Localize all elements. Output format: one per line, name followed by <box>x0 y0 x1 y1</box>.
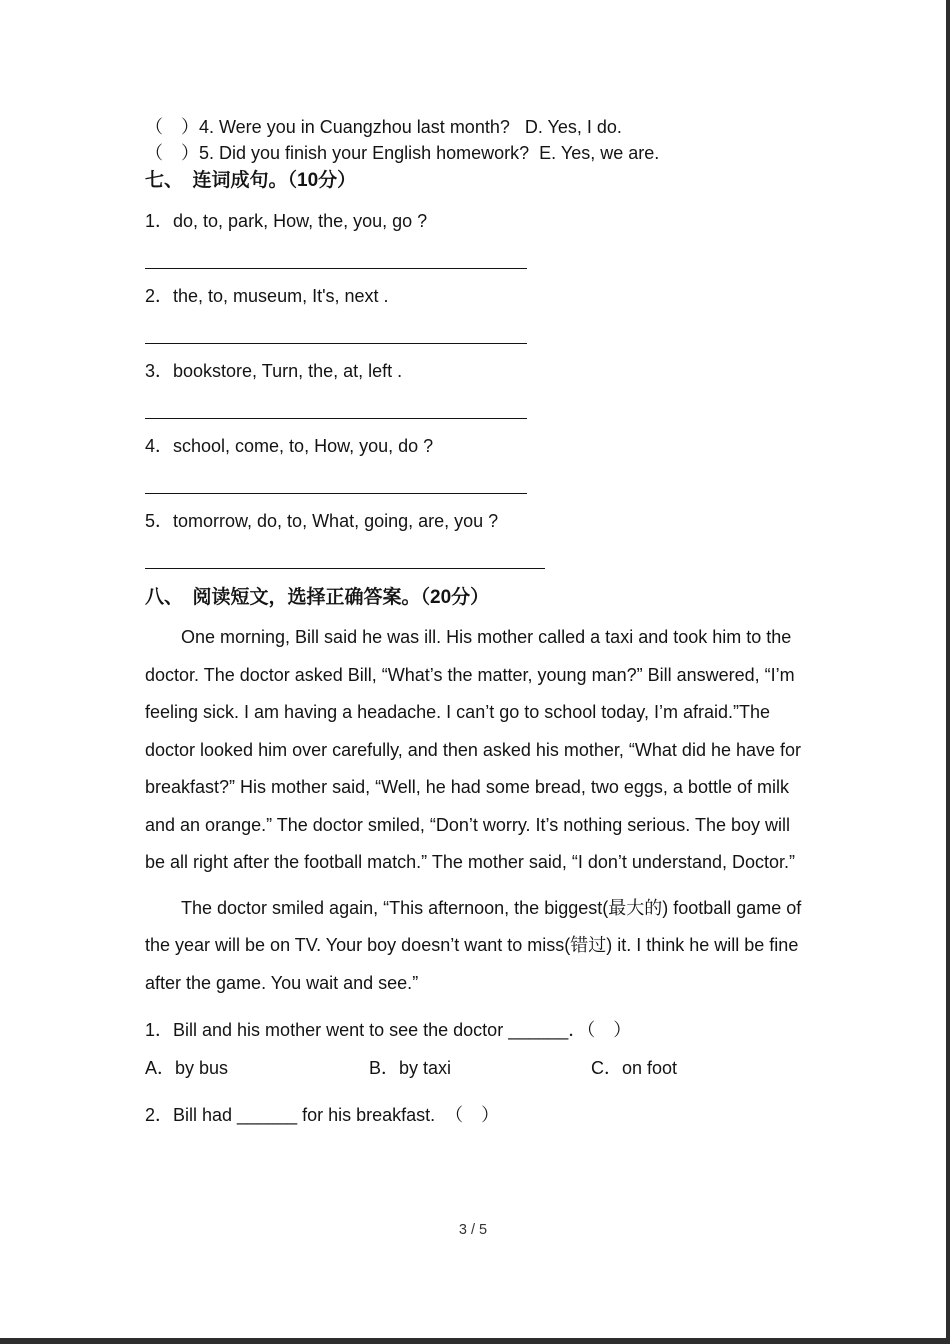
page-number: 3 / 5 <box>458 1222 488 1238</box>
rearrange-sentence-1: 1．do, to, park, How, the, you, go ? <box>145 211 428 231</box>
answer-blank-5 <box>145 568 545 569</box>
answer-blank-4 <box>145 493 527 494</box>
matching-line-4: （ ）4. Were you in Cuangzhou last month? D. Yes, I do. <box>145 117 622 137</box>
reading-question-2: 2．Bill had ______ for his breakfast. （ ） <box>145 1105 500 1125</box>
question-1-options <box>145 1050 805 1088</box>
reading-passage-paragraph-1: One morning, Bill said he was ill. His mother called a taxi and took him to the doctor. The doctor asked Bill, “What’s the matter, young man?” Bill answered, “I’m feeling sick. I am having a headache. I can’t go to school today, I’m afraid.”The doctor looked him over carefully, and then asked his mother, “What did he have for breakfast?” His mother said, “Well, he had some bread, two eggs, a bottle of milk and an orange.” The doctor smiled, “Don’t worry. It’s nothing serious. The boy will be all right after the football match.” The mother said, “I don’t understand, Doctor.” <box>145 627 802 872</box>
rearrange-sentence-2: 2．the, to, museum, It's, next . <box>145 286 389 306</box>
section7-heading: 七、 连词成句。（10分） <box>145 170 357 191</box>
reading-passage-paragraph-2: The doctor smiled again, “This afternoon, the biggest(最大的) football game of the year will be on TV. Your boy doesn’t want to miss(错过) it. I think he will be fine after the game. You wait and see.” <box>145 897 802 993</box>
question-1-option-c: C．on foot <box>591 1057 678 1078</box>
rearrange-sentence-5: 5．tomorrow, do, to, What, going, are, you ? <box>145 511 499 531</box>
page-content <box>145 114 805 1135</box>
section8-heading: 八、 阅读短文，选择正确答案。（20分） <box>145 587 490 608</box>
question-1-option-a: A．by bus <box>145 1057 229 1078</box>
answer-blank-2 <box>145 343 527 344</box>
matching-line-5: （ ）5. Did you finish your English homework? E. Yes, we are. <box>145 143 660 163</box>
answer-blank-3 <box>145 418 527 419</box>
reading-question-1: 1．Bill and his mother went to see the doctor ______．（ ） <box>145 1020 632 1040</box>
rearrange-sentence-3: 3．bookstore, Turn, the, at, left . <box>145 361 403 381</box>
rearrange-sentence-4: 4．school, come, to, How, you, do ? <box>145 436 434 456</box>
question-1-option-b: B．by taxi <box>369 1057 452 1078</box>
answer-blank-1 <box>145 268 527 269</box>
